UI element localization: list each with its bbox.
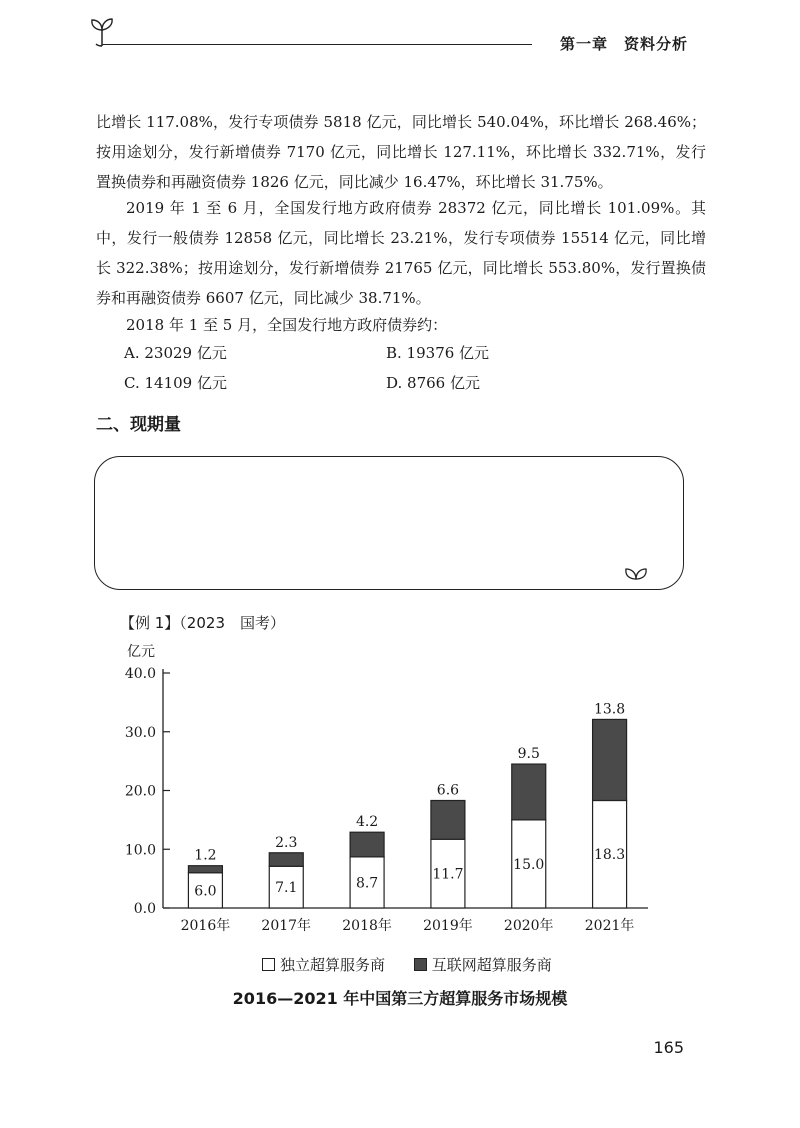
bar-internet [188, 866, 222, 873]
chart-legend [262, 954, 576, 975]
data-label-internet: 6.6 [436, 782, 460, 799]
chart-bars [188, 719, 626, 908]
option-a: A. 23029 亿元 [124, 344, 227, 362]
data-label-independent: 11.7 [432, 866, 464, 883]
x-tick-label: 2021年 [584, 918, 635, 934]
paragraph-continued: 比增长 117.08%，发行专项债券 5818 亿元，同比增长 540.04%，环比增长 268.46%；按用途划分，发行新增债券 7170 亿元，同比增长 127.11%，环比增长 332.71%，发行置换债券和再融资债券 1826 亿元，同比减少 16.47%，环比增长 31.75%。 [96, 113, 706, 191]
option-c: C. 14109 亿元 [124, 374, 227, 392]
chapter-title: 第一章 资料分析 [559, 35, 688, 53]
x-tick-label: 2018年 [342, 918, 392, 934]
leaf-icon [623, 565, 649, 581]
data-label-internet: 4.2 [355, 814, 379, 831]
data-label-internet: 1.2 [194, 847, 217, 864]
legend-label: 独立超算服务商 [280, 956, 386, 974]
page-header [0, 0, 800, 70]
x-tick-label: 2017年 [261, 918, 312, 934]
legend-item-internet [414, 956, 552, 974]
bar-internet [431, 800, 465, 839]
y-tick-label: 30.0 [124, 724, 156, 741]
x-tick-label: 2019年 [423, 918, 473, 934]
bar-internet [593, 719, 627, 800]
legend-swatch-white [262, 958, 275, 971]
data-label-independent: 7.1 [275, 880, 298, 897]
stacked-bar-chart [100, 636, 660, 946]
legend-swatch-dark [414, 958, 427, 971]
note-box [94, 456, 684, 590]
data-label-internet: 13.8 [593, 701, 626, 718]
bar-internet [269, 853, 303, 867]
page-number: 165 [653, 1038, 684, 1057]
bar-internet [350, 832, 384, 857]
chart-title: 2016—2021 年中国第三方超算服务市场规模 [232, 989, 568, 1008]
data-label-independent: 15.0 [513, 856, 545, 873]
data-label-independent: 8.7 [355, 875, 379, 892]
option-b: B. 19376 亿元 [386, 344, 490, 362]
bar-internet [512, 764, 546, 820]
data-label-internet: 2.3 [275, 834, 298, 851]
section-title: 二、现期量 [96, 415, 181, 435]
data-label-independent: 6.0 [194, 883, 217, 900]
y-axis-label: 亿元 [127, 644, 155, 660]
y-tick-label: 0.0 [133, 901, 156, 917]
y-tick-label: 20.0 [124, 783, 156, 800]
header-rule [102, 44, 532, 45]
data-label-independent: 18.3 [593, 847, 626, 864]
y-tick-label: 10.0 [124, 842, 156, 859]
option-d: D. 8766 亿元 [386, 374, 480, 392]
paragraph-2019: 2019 年 1 至 6 月，全国发行地方政府债券 28372 亿元，同比增长 101.09%。其中，发行一般债券 12858 亿元，同比增长 23.21%，发行专项债券 15514 亿元，同比增长 322.38%；按用途划分，发行新增债券 21765 亿元，同比增长 553.80%，发行置换债券和再融资债券 6607 亿元，同比减少 38.71%。 [96, 199, 706, 307]
legend-item-independent [262, 956, 390, 974]
example-label: 【例 1】（2023 国考） [120, 614, 285, 632]
chart-labels [181, 701, 635, 934]
data-label-internet: 9.5 [517, 746, 540, 763]
question-stem: 2018 年 1 至 5 月，全国发行地方政府债券约： [126, 316, 448, 334]
x-tick-label: 2020年 [503, 918, 554, 934]
legend-label: 互联网超算服务商 [431, 956, 552, 974]
y-tick-label: 40.0 [124, 666, 156, 682]
x-tick-label: 2016年 [180, 918, 231, 934]
